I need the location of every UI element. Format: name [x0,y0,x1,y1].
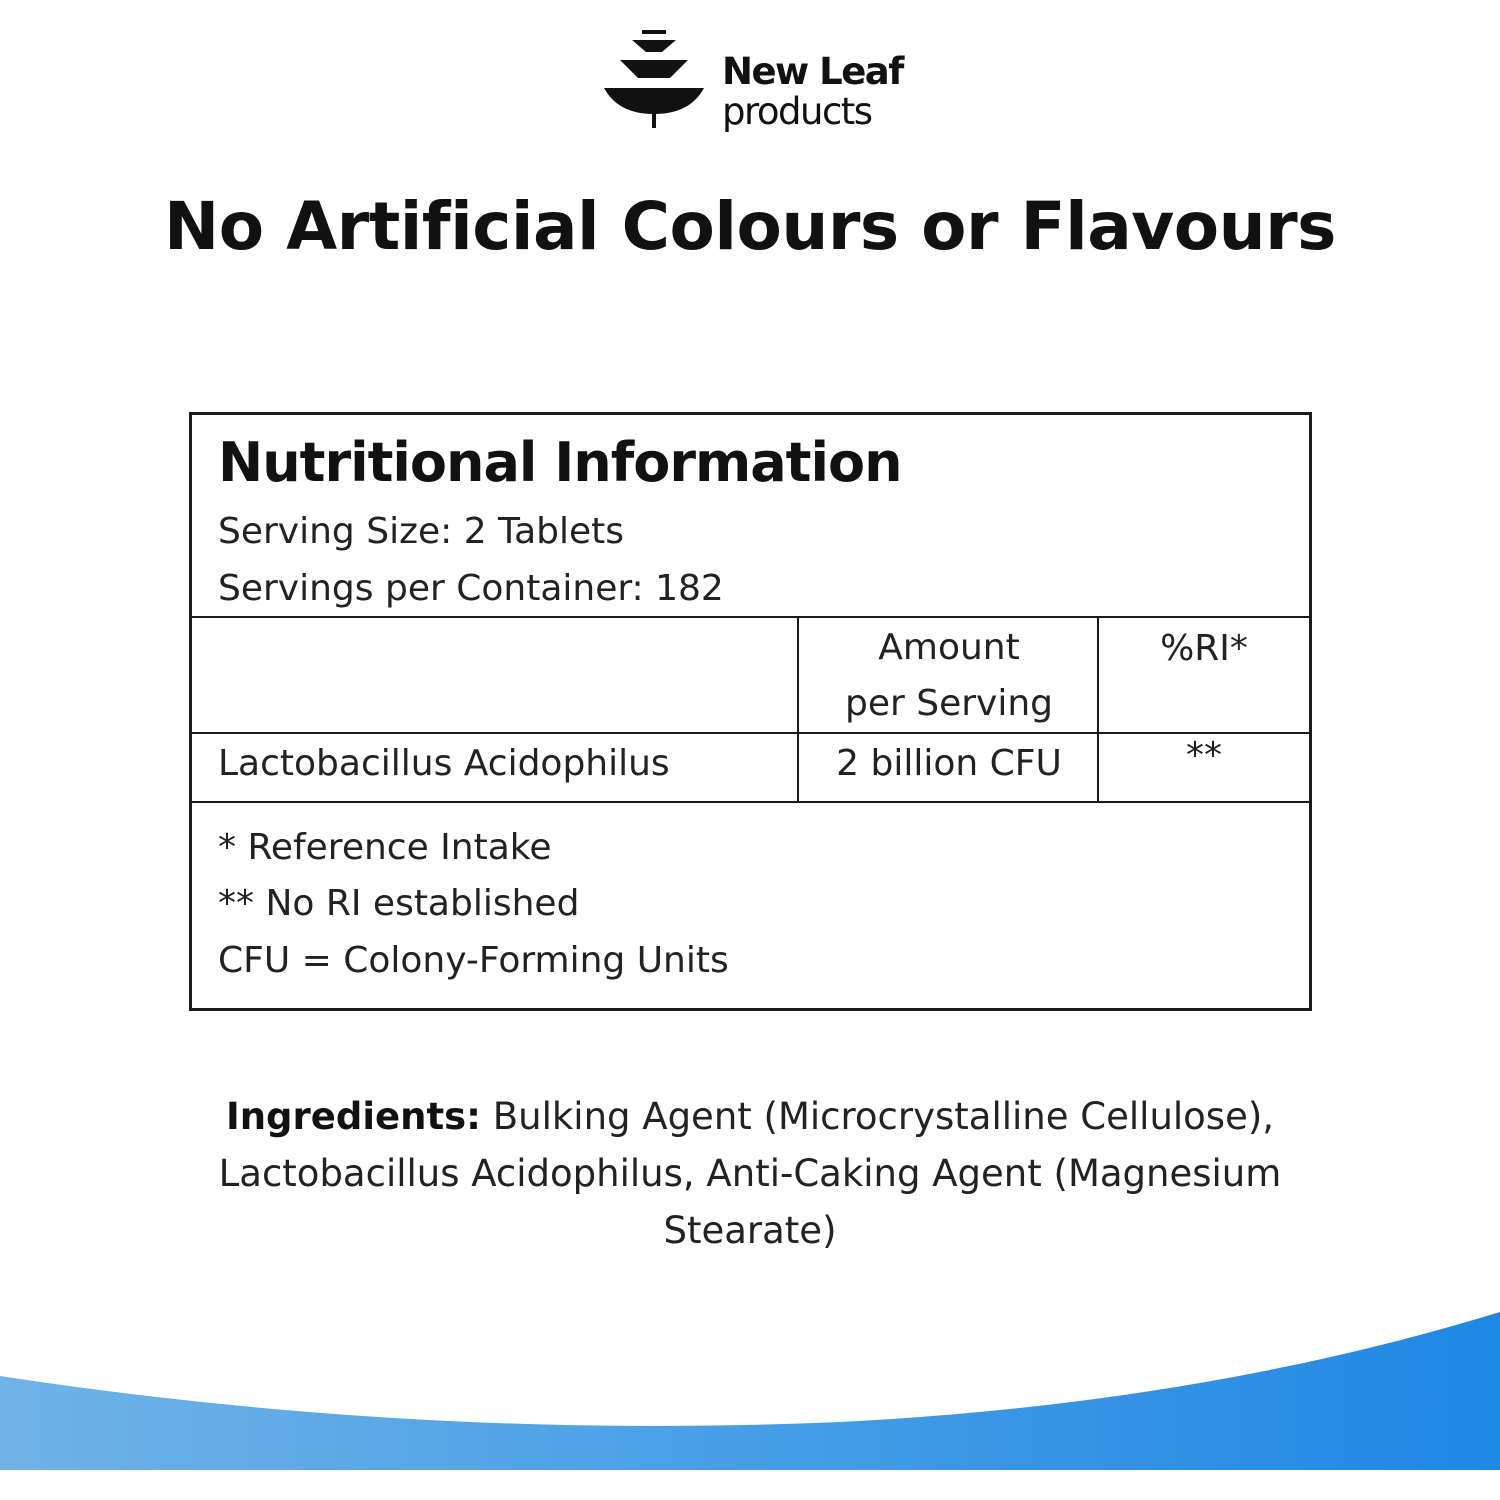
nutrient-name: Lactobacillus Acidophilus [218,743,670,784]
divider [192,801,1309,803]
col-header-amount-line2: per Serving [844,683,1054,724]
headline: No Artificial Colours or Flavours [164,188,1336,265]
brand-name: New Leaf [722,50,903,93]
stacked-leaf-logo-icon [602,28,706,130]
bottom-wave-decoration [0,1300,1500,1500]
brand-subtitle: products [722,90,872,133]
nutrient-ri: ** [1186,735,1222,776]
note-no-ri: ** No RI established [218,883,580,924]
brand-logo [602,28,903,133]
column-divider [1097,616,1099,803]
ingredients-label: Ingredients: [225,1095,481,1138]
nutrition-title: Nutritional Information [218,431,902,494]
ingredients-text [150,1088,1350,1259]
nutrition-panel [189,412,1312,1011]
col-header-ri: %RI* [1160,628,1248,669]
col-header-amount [799,620,1099,732]
column-divider [797,616,799,803]
divider [192,616,1309,618]
serving-size: Serving Size: 2 Tablets [218,511,625,552]
note-cfu: CFU = Colony-Forming Units [218,940,729,981]
nutrient-amount: 2 billion CFU [836,743,1062,784]
servings-per-container: Servings per Container: 182 [218,568,724,609]
col-header-amount-line1: Amount [878,627,1020,668]
ingredients-list: Bulking Agent (Microcrystalline Cellulose), Lactobacillus Acidophilus, Anti-Caking Agent (Magnesium Stearate) [218,1095,1282,1252]
note-reference-intake: * Reference Intake [218,827,552,868]
